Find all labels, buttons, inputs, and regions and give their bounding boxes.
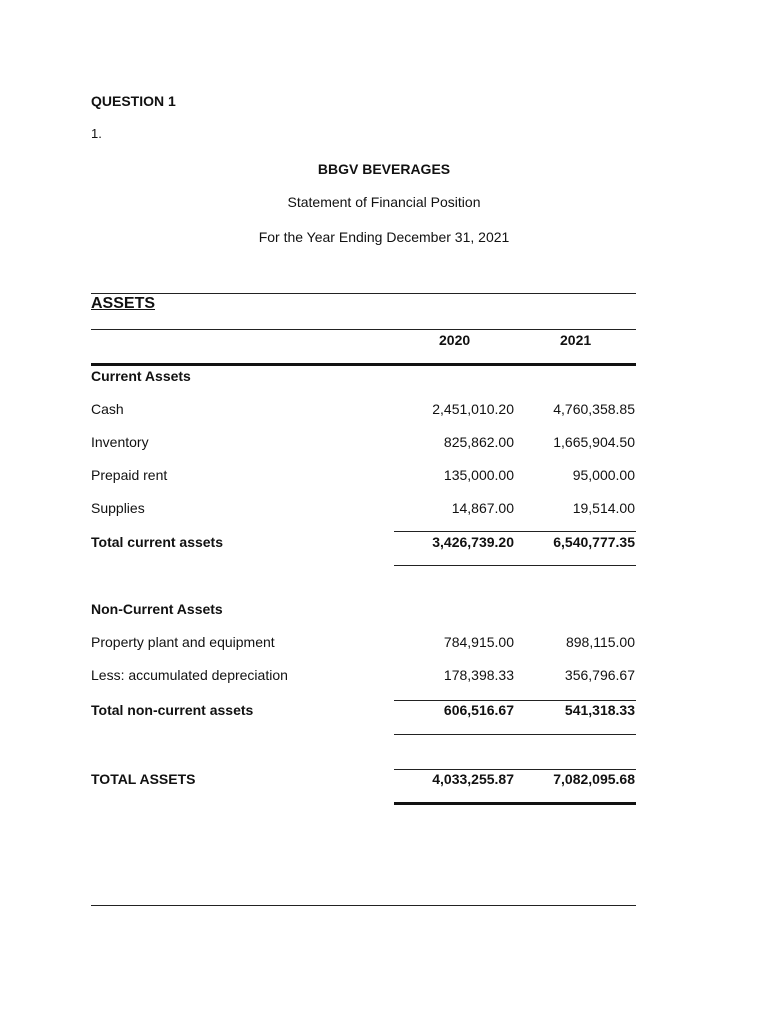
section-title: ASSETS [91, 295, 156, 312]
row-value-2020: 14,867.00 [451, 500, 514, 516]
total-value-2021: 541,318.33 [564, 702, 635, 718]
row-value-2021: 4,760,358.85 [553, 401, 635, 417]
period-line: For the Year Ending December 31, 2021 [258, 229, 510, 245]
row-value-2020: 178,398.33 [443, 667, 514, 683]
header-thick-rule [91, 363, 636, 366]
row-value-2020: 784,915.00 [443, 634, 514, 650]
total-value-2021: 6,540,777.35 [553, 534, 635, 550]
subtotal-rule [394, 531, 636, 532]
total-label: Total current assets [91, 534, 224, 550]
item-number: 1. [91, 126, 102, 141]
total-rule [394, 565, 636, 566]
question-heading: QUESTION 1 [91, 93, 176, 109]
row-value-2020: 825,862.00 [443, 434, 514, 450]
row-label: Property plant and equipment [91, 634, 275, 650]
row-label: Cash [91, 401, 124, 417]
grand-total-value-2021: 7,082,095.68 [553, 771, 635, 787]
row-label: Prepaid rent [91, 467, 168, 483]
column-header-2021: 2021 [560, 332, 592, 348]
row-value-2021: 19,514.00 [572, 500, 635, 516]
row-label: Less: accumulated depreciation [91, 667, 288, 683]
total-value-2020: 3,426,739.20 [432, 534, 514, 550]
grand-total-double-rule [394, 802, 636, 805]
row-value-2020: 2,451,010.20 [432, 401, 514, 417]
row-value-2021: 898,115.00 [565, 634, 635, 650]
company-name: BBGV BEVERAGES [317, 161, 451, 177]
grand-total-label: TOTAL ASSETS [91, 771, 196, 787]
header-rule [91, 329, 636, 330]
top-rule [91, 293, 636, 294]
current-assets-heading: Current Assets [91, 368, 191, 384]
bottom-rule [91, 905, 636, 906]
grand-total-top-rule [394, 769, 636, 770]
noncurrent-assets-heading: Non-Current Assets [91, 601, 223, 617]
row-value-2021: 95,000.00 [572, 467, 635, 483]
row-value-2021: 1,665,904.50 [553, 434, 635, 450]
statement-title: Statement of Financial Position [287, 194, 481, 210]
total-value-2020: 606,516.67 [443, 702, 514, 718]
row-label: Supplies [91, 500, 145, 516]
column-header-2020: 2020 [439, 332, 471, 348]
total-rule [394, 734, 636, 735]
row-value-2020: 135,000.00 [443, 467, 514, 483]
row-value-2021: 356,796.67 [564, 667, 635, 683]
subtotal-rule [394, 700, 636, 701]
total-label: Total non-current assets [91, 702, 254, 718]
row-label: Inventory [91, 434, 149, 450]
grand-total-value-2020: 4,033,255.87 [432, 771, 514, 787]
